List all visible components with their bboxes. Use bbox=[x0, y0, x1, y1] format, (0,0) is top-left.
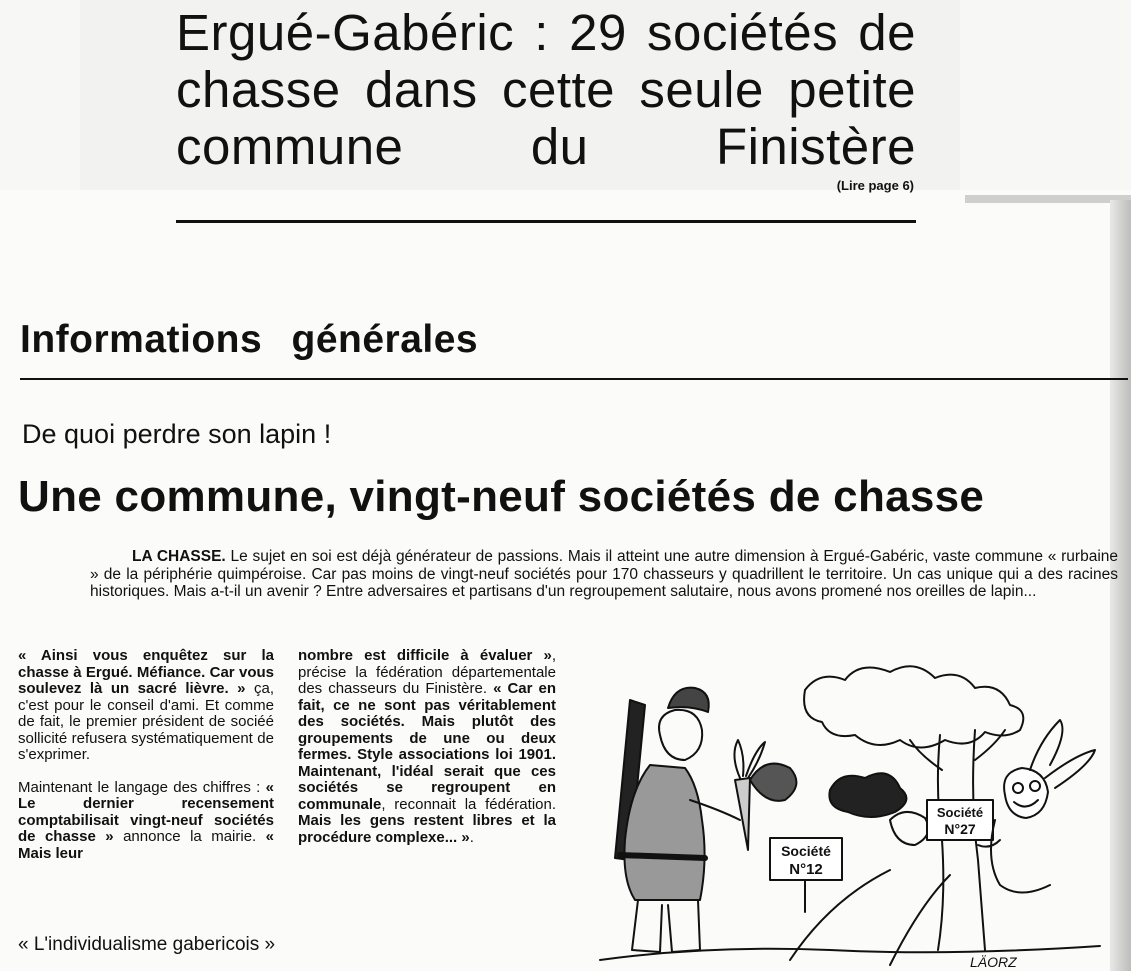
ground-line bbox=[600, 946, 1100, 960]
headline-rule bbox=[176, 220, 916, 223]
quote-bold: « Mais leur bbox=[18, 828, 274, 862]
article-lead bbox=[90, 548, 1118, 601]
dark-bush bbox=[829, 773, 906, 817]
quote-bold: « Le dernier recensement comptabilisait vingt-neuf sociétés de chasse » bbox=[18, 778, 274, 845]
paragraph bbox=[298, 648, 556, 846]
body-text: , reconnait la fédération. bbox=[381, 795, 556, 813]
sign-right-number: N°27 bbox=[944, 821, 976, 837]
hunter-belt bbox=[620, 855, 705, 858]
section-rule bbox=[20, 378, 1128, 380]
body-text: Maintenant le langage des chiffres : bbox=[18, 778, 266, 796]
body-text: , précise la fédération départementale des chasseurs du Finistère. bbox=[298, 647, 556, 697]
quote-bold: Mais les gens restent libres et la procédure complexe... » bbox=[298, 812, 556, 846]
body-column-2 bbox=[298, 648, 556, 862]
quote-bold: « Ainsi vous enquêtez sur la chasse à Ergué. Méfiance. Car vous soulevez là un sacré lièvre. » bbox=[18, 647, 274, 697]
paper-shadow-top bbox=[965, 195, 1131, 203]
quote-bold: nombre est difficile à évaluer » bbox=[298, 647, 552, 664]
top-headline: Ergué-Gabéric : 29 sociétés de chasse dans cette seule petite commune du Finistère bbox=[176, 4, 916, 175]
paragraph bbox=[18, 780, 274, 863]
article-title: Une commune, vingt-neuf sociétés de chasse bbox=[18, 472, 985, 521]
body-text: . bbox=[469, 828, 474, 846]
hunter-head bbox=[659, 710, 702, 760]
hunting-cartoon bbox=[590, 660, 1110, 971]
carrot bbox=[735, 778, 750, 850]
tree-canopy bbox=[804, 666, 1023, 747]
background-tree bbox=[750, 764, 796, 801]
rabbit-head bbox=[1004, 768, 1048, 818]
article-kicker: De quoi perdre son lapin ! bbox=[22, 419, 332, 449]
quote-bold: « Car en fait, ce ne sont pas véritablement des sociétés. Mais plutôt des groupements de une ou deux fermes. Style associations loi 1901. Maintenant, l'idéal serait que ces sociétés se regroupent en communale bbox=[298, 680, 556, 813]
sign-left-number: N°12 bbox=[789, 861, 823, 878]
artist-signature: LÄORZ bbox=[970, 954, 1017, 970]
bush bbox=[890, 812, 928, 845]
paragraph bbox=[18, 648, 274, 764]
lead-label: LA CHASSE. bbox=[132, 548, 226, 565]
sign-left-text: Société bbox=[781, 843, 831, 859]
hunter-cap bbox=[668, 688, 709, 712]
hunter-leg bbox=[632, 900, 662, 952]
lead-text: Le sujet en soi est déjà générateur de passions. Mais il atteint une autre dimension à Ergué-Gabéric, vaste commune « rurbaine » de la périphérie quimpéroise. Car pas moins de vingt-neuf sociétés pour 170 chasseurs y quadrillent le territoire. Un cas unique qui a des racines historiques. Mais a-t-il un avenir ? Entre adversaires et partisans d'un regroupement salutaire, nous avons promené nos oreilles de lapin... bbox=[90, 548, 1118, 600]
article-subhead: « L'individualisme gabericois » bbox=[18, 934, 276, 955]
body-text: annonce la mairie. bbox=[113, 828, 266, 845]
body-text: ça, c'est pour le conseil d'ami. Et comme de fait, le premier président de sociéé sollicité refusera systématiquement de s'exprimer. bbox=[18, 680, 274, 763]
rabbit-ear bbox=[1030, 720, 1062, 770]
rabbit-ear bbox=[1045, 750, 1095, 788]
hunter-leg bbox=[668, 900, 700, 952]
sign-right-text: Société bbox=[936, 805, 984, 820]
rabbit-body bbox=[991, 820, 1050, 893]
body-column-1 bbox=[18, 648, 274, 878]
section-title: Informations générales bbox=[20, 318, 479, 361]
page-reference: (Lire page 6) bbox=[836, 178, 914, 193]
